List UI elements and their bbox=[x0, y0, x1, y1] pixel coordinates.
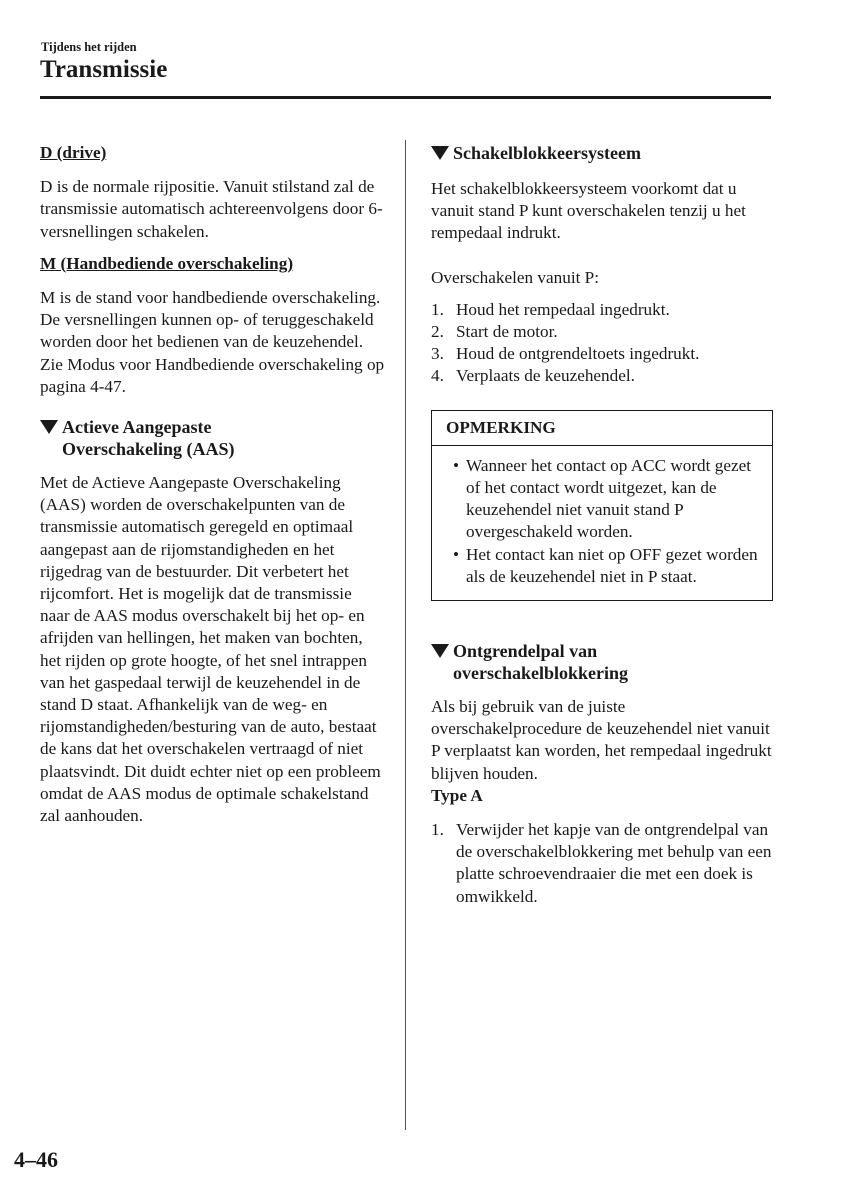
drive-paragraph: D is de normale rijpositie. Vanuit stilstand zal de transmissie automatisch achtereenvolgens door 6-versnellingen schakelen. bbox=[40, 177, 383, 241]
step-number: 1. bbox=[431, 820, 444, 840]
list-item bbox=[431, 819, 773, 908]
shift-steps-list bbox=[431, 299, 773, 388]
note-body bbox=[432, 446, 772, 600]
step-text: Verplaats de keuzehendel. bbox=[456, 366, 635, 386]
note-box bbox=[431, 410, 773, 601]
page-number: 4–46 bbox=[14, 1147, 58, 1172]
note-item bbox=[446, 544, 762, 588]
list-item bbox=[431, 321, 773, 343]
triangle-down-icon bbox=[40, 420, 58, 434]
step-text: Start de motor. bbox=[456, 322, 558, 342]
aas-heading-line1: Actieve Aangepaste bbox=[62, 417, 212, 438]
note-item-text: Het contact kan niet op OFF gezet worden als de keuzehendel niet in P staat. bbox=[466, 544, 758, 586]
triangle-down-icon bbox=[431, 644, 449, 658]
aas-paragraph: Met de Actieve Aangepaste Overschakeling (AAS) worden de overschakelpunten van de transmissie automatisch geregeld en optimaal aangepast aan de rijomstandigheden en het rijgedrag van de bestuurder. Dit verbetert het rijcomfort. Het is mogelijk dat de transmissie naar de AAS modus overschakelt bij het op- en afrijden van hellingen, het maken van bochten, het rijden op grote hoogte, of het snel intrappen van het gaspedaal terwijl de keuzehendel in de stand D staat. Afhankelijk van de weg- en rijomstandigheden/besturing van de auto, bestaat de kans dat het overschakelen vertraagd of niet plaatsvindt. Dit duidt echter niet op een probleem omdat de AAS modus de optimale schakelstand zal aanhouden. bbox=[40, 473, 381, 826]
section-label: Tijdens het rijden bbox=[41, 40, 137, 54]
shift-lock-heading-text: Schakelblokkeersysteem bbox=[453, 143, 641, 163]
drive-heading: D (drive) bbox=[40, 143, 107, 162]
page-title: Transmissie bbox=[40, 56, 168, 83]
release-heading-line2: overschakelblokkering bbox=[453, 663, 629, 684]
aas-heading-line2: Overschakeling (AAS) bbox=[62, 439, 235, 460]
step-number: 2. bbox=[431, 322, 444, 342]
aas-heading-text bbox=[62, 416, 235, 460]
shift-lock-paragraph: Het schakelblokkeersysteem voorkomt dat u vanuit stand P kunt overschakelen tenzij u het rempedaal indrukt. bbox=[431, 179, 746, 243]
release-heading-text bbox=[453, 640, 628, 684]
list-item bbox=[431, 343, 773, 365]
note-item-text: Wanneer het contact op ACC wordt gezet of het contact wordt uitgezet, kan de keuzehendel niet vanuit stand P overgeschakeld worden. bbox=[466, 455, 751, 542]
type-label: Type A bbox=[431, 785, 483, 805]
release-paragraph: Als bij gebruik van de juiste overschakelprocedure de keuzehendel niet vanuit P verplaatst kan worden, het rempedaal ingedrukt blijven houden. bbox=[431, 697, 772, 783]
release-heading-line1: Ontgrendelpal van bbox=[453, 641, 598, 662]
header-rule bbox=[40, 96, 771, 99]
step-number: 4. bbox=[431, 366, 444, 386]
manual-heading: M (Handbediende overschakeling) bbox=[40, 253, 294, 273]
manual-paragraph: M is de stand voor handbediende overschakeling. De versnellingen kunnen op- of teruggeschakeld worden door het bedienen van de keuzehendel. Zie Modus voor Handbediende overschakeling op pagina 4-47. bbox=[40, 288, 385, 396]
note-item bbox=[446, 455, 762, 544]
step-text: Houd de ontgrendeltoets ingedrukt. bbox=[456, 344, 700, 364]
list-item bbox=[431, 299, 773, 321]
aas-heading bbox=[40, 416, 385, 460]
left-column bbox=[40, 142, 385, 827]
list-item bbox=[431, 365, 773, 387]
note-title: OPMERKING bbox=[432, 411, 772, 446]
triangle-down-icon bbox=[431, 146, 449, 160]
right-column bbox=[431, 142, 773, 908]
step-number: 3. bbox=[431, 344, 444, 364]
release-steps-list bbox=[431, 819, 773, 908]
shift-lock-heading bbox=[431, 142, 773, 164]
step-text: Houd het rempedaal ingedrukt. bbox=[456, 299, 670, 319]
step-number: 1. bbox=[431, 299, 444, 319]
step-text: Verwijder het kapje van de ontgrendelpal van de overschakelblokkering met behulp van een platte schroevendraaier die met een doek is omwikkeld. bbox=[456, 820, 772, 906]
release-heading bbox=[431, 640, 773, 684]
bullet-icon: • bbox=[452, 455, 460, 475]
column-divider bbox=[405, 140, 406, 1130]
shift-intro: Overschakelen vanuit P: bbox=[431, 267, 600, 287]
bullet-icon: • bbox=[452, 544, 460, 564]
